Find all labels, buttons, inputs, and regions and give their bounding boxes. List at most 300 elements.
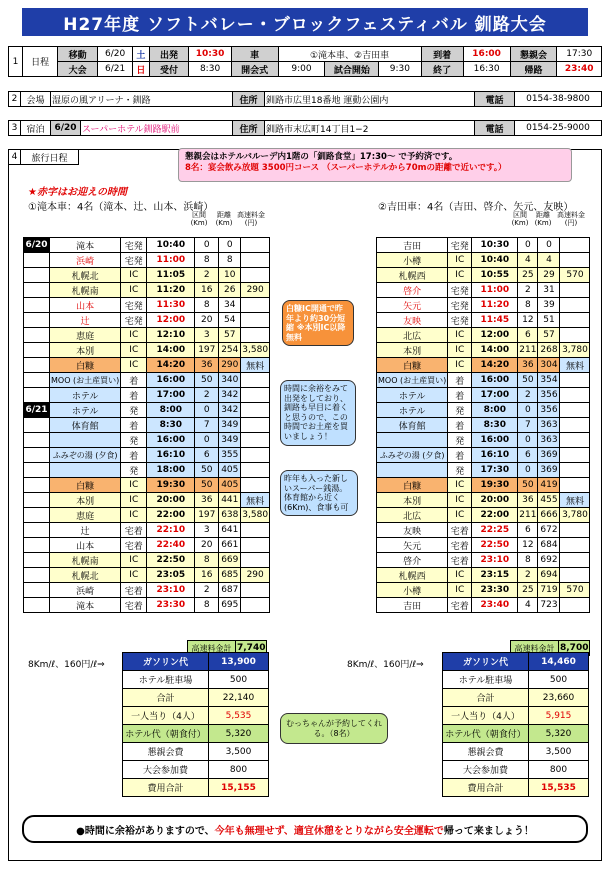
segment-km-cell: 16 (195, 283, 219, 298)
place-cell: 北広 (377, 328, 448, 343)
type-cell: 発 (121, 403, 147, 418)
place-cell: 札幌西 (377, 568, 448, 583)
date-cell (24, 373, 50, 388)
segment-km-cell: 12 (518, 313, 538, 328)
itinerary-row (24, 388, 270, 403)
place-cell: 札幌西 (377, 268, 448, 283)
place-cell: 矢元 (377, 298, 448, 313)
total-value: 15,155 (209, 779, 269, 797)
arrive-time: 16:00 (463, 47, 510, 62)
place-cell: 滝本 (50, 238, 121, 253)
date-cell (24, 448, 50, 463)
time-cell: 10:30 (472, 238, 518, 253)
segment-km-cell: 0 (195, 238, 219, 253)
type-cell: IC (448, 358, 472, 373)
type-cell: IC (121, 268, 147, 283)
section-label: 日程 (23, 47, 58, 77)
date-cell (24, 268, 50, 283)
place-cell: 山本 (50, 538, 121, 553)
per-person-value: 5,535 (209, 707, 269, 725)
place-cell: ホテル (50, 403, 121, 418)
kukan-header: 区間 (Km) (511, 211, 529, 227)
place-cell: 辻 (50, 523, 121, 538)
toll-cell: 3,780 (560, 343, 590, 358)
fuel-note-1: 8Km/ℓ、160円/ℓ⇒ (28, 660, 105, 670)
time-cell: 23:10 (472, 553, 518, 568)
total-km-cell: 290 (219, 358, 241, 373)
toll-cell (241, 313, 270, 328)
type-cell: 着 (121, 418, 147, 433)
segment-km-cell: 6 (195, 448, 219, 463)
type-cell: 宅着 (121, 598, 147, 613)
total-km-cell: 268 (538, 343, 560, 358)
toll-cell (560, 553, 590, 568)
party-fee-value: 3,500 (529, 743, 589, 761)
type-cell: IC (448, 583, 472, 598)
toll-cell (241, 433, 270, 448)
time-cell: 23:15 (472, 568, 518, 583)
time-cell: 8:00 (147, 403, 195, 418)
time-cell: 23:10 (147, 583, 195, 598)
parking-value: 500 (529, 671, 589, 689)
segment-km-cell: 2 (518, 388, 538, 403)
date-cell (24, 568, 50, 583)
place-cell (50, 433, 121, 448)
sum-value: 22,140 (209, 689, 269, 707)
toll-cell: 3,780 (560, 508, 590, 523)
segment-km-cell: 8 (195, 598, 219, 613)
label: 車 (231, 47, 278, 62)
place-cell: 北広 (377, 508, 448, 523)
type-cell: 宅着 (121, 523, 147, 538)
hotel-cost-label: ホテル代（朝食付） (123, 725, 209, 743)
itinerary-row (24, 253, 270, 268)
date-cell (24, 538, 50, 553)
time-cell: 22:00 (472, 508, 518, 523)
toll-cell (241, 598, 270, 613)
per-person-label: 一人当り（4人） (443, 707, 529, 725)
toll-cell (560, 298, 590, 313)
itinerary-row (377, 508, 590, 523)
time-cell: 14:00 (147, 343, 195, 358)
segment-km-cell: 197 (195, 343, 219, 358)
total-km-cell: 692 (538, 553, 560, 568)
total-km-cell: 342 (219, 403, 241, 418)
toll-cell (241, 538, 270, 553)
time-cell: 10:40 (147, 238, 195, 253)
segment-km-cell: 7 (195, 418, 219, 433)
segment-km-cell: 197 (195, 508, 219, 523)
weekday: 土 (133, 47, 149, 62)
date: 6/21 (98, 62, 133, 77)
toll-cell (560, 478, 590, 493)
segment-km-cell: 50 (518, 373, 538, 388)
time-cell: 19:30 (472, 478, 518, 493)
section-label: 宿泊 (21, 121, 51, 136)
type-cell: IC (121, 568, 147, 583)
party-fee-label: 懇親会費 (443, 743, 529, 761)
time-cell: 14:00 (472, 343, 518, 358)
label: 受付 (149, 62, 189, 77)
total-km-cell: 441 (219, 493, 241, 508)
itinerary-row (377, 283, 590, 298)
toll-cell: 無料 (241, 358, 270, 373)
toll-cell: 570 (560, 583, 590, 598)
toll-cell (241, 478, 270, 493)
total-km-cell: 4 (538, 253, 560, 268)
place-cell: MOO (お土産買い) (50, 373, 121, 388)
place-cell: 体育館 (377, 418, 448, 433)
time-cell: 23:30 (472, 583, 518, 598)
toll-cell (241, 388, 270, 403)
itinerary-row (377, 358, 590, 373)
place-cell: 札幌南 (50, 553, 121, 568)
total-km-cell: 405 (219, 478, 241, 493)
segment-km-cell: 25 (518, 268, 538, 283)
total-km-cell: 369 (538, 463, 560, 478)
depart-time: 10:30 (189, 47, 231, 62)
total-value: 15,535 (529, 779, 589, 797)
itinerary-row (24, 343, 270, 358)
place-cell: 恵庭 (50, 508, 121, 523)
place-cell: 札幌北 (50, 568, 121, 583)
type-cell: IC (448, 253, 472, 268)
section-hotel (8, 120, 602, 136)
venue-name: 湿原の風アリーナ・釧路 (51, 92, 233, 107)
segment-km-cell: 25 (518, 583, 538, 598)
total-km-cell: 342 (219, 388, 241, 403)
itinerary-row (377, 478, 590, 493)
place-cell: 体育館 (50, 418, 121, 433)
time-cell: 17:30 (472, 463, 518, 478)
per-person-value: 5,915 (529, 707, 589, 725)
label: 終了 (421, 62, 463, 77)
itinerary-row (24, 568, 270, 583)
type-cell: IC (121, 493, 147, 508)
total-km-cell: 723 (538, 598, 560, 613)
label: 出発 (149, 47, 189, 62)
itinerary-row (24, 553, 270, 568)
segment-km-cell: 2 (518, 568, 538, 583)
type-cell: IC (121, 478, 147, 493)
legend-note: ★赤字はお迎えの時間 (28, 187, 127, 198)
value: 16:30 (463, 62, 510, 77)
total-km-cell: 31 (538, 283, 560, 298)
segment-km-cell: 0 (518, 463, 538, 478)
place-cell: 白糠 (377, 478, 448, 493)
type-cell: IC (121, 508, 147, 523)
segment-km-cell: 0 (518, 403, 538, 418)
itinerary-row (377, 313, 590, 328)
place-cell: ホテル (377, 388, 448, 403)
label: 試合開始 (325, 62, 379, 77)
total-km-cell: 455 (538, 493, 560, 508)
itinerary-row (24, 268, 270, 283)
date-cell (24, 598, 50, 613)
place-cell: 吉田 (377, 598, 448, 613)
total-km-cell: 669 (219, 553, 241, 568)
segment-km-cell: 4 (518, 598, 538, 613)
toll-cell (241, 583, 270, 598)
segment-km-cell: 3 (195, 328, 219, 343)
place-cell: 山本 (50, 298, 121, 313)
time-cell: 16:00 (472, 433, 518, 448)
toll-cell (560, 388, 590, 403)
segment-km-cell: 36 (195, 493, 219, 508)
total-km-cell: 355 (219, 448, 241, 463)
toll-cell (560, 418, 590, 433)
dinner-note-line2: 8名：宴会飲み放題 3500円コース （スーパーホテルから70mの距離で近いです。） (185, 163, 507, 174)
itinerary-row (24, 328, 270, 343)
time-cell: 23:05 (147, 568, 195, 583)
time-cell: 10:55 (472, 268, 518, 283)
toll-cell (560, 238, 590, 253)
total-km-cell: 29 (538, 268, 560, 283)
hotel-cost-value: 5,320 (209, 725, 269, 743)
time-cell: 22:50 (147, 553, 195, 568)
total-km-cell: 369 (538, 448, 560, 463)
toll-header: 高速料金 (円) (557, 211, 585, 227)
time-cell: 8:30 (472, 418, 518, 433)
toll-cell: 無料 (241, 493, 270, 508)
segment-km-cell: 36 (195, 358, 219, 373)
total-km-cell: 57 (219, 328, 241, 343)
type-cell: 着 (121, 388, 147, 403)
itinerary-row (377, 448, 590, 463)
itinerary-row (377, 433, 590, 448)
itinerary-row (377, 388, 590, 403)
toll-cell (560, 448, 590, 463)
type-cell: IC (121, 553, 147, 568)
itinerary-row (377, 553, 590, 568)
time-cell: 11:05 (147, 268, 195, 283)
total-km-cell: 304 (538, 358, 560, 373)
toll-cell (560, 313, 590, 328)
car2-itinerary-table (376, 237, 590, 613)
page-title: H27年度 ソフトバレー・ブロックフェスティバル 釧路大会 (22, 8, 588, 36)
segment-km-cell: 0 (195, 433, 219, 448)
time-cell: 16:00 (147, 373, 195, 388)
itinerary-table (376, 237, 590, 613)
toll-cell: 290 (241, 568, 270, 583)
callout-souvenir: 時間に余裕をみて出発をしており、釧路も早目に着くと思うので、この時間でお土産を買いましょう！ (280, 380, 356, 446)
type-cell: 宅着 (121, 538, 147, 553)
itinerary-row (377, 403, 590, 418)
total-km-cell: 349 (219, 433, 241, 448)
toll-cell (241, 253, 270, 268)
total-km-cell: 0 (538, 238, 560, 253)
total-km-cell: 719 (538, 583, 560, 598)
time-cell: 12:00 (147, 313, 195, 328)
time-cell: 19:30 (147, 478, 195, 493)
time-cell: 11:20 (472, 298, 518, 313)
place-cell: ふみぞの湯 (夕食) (377, 448, 448, 463)
toll-cell: 無料 (560, 358, 590, 373)
hotel-cost-value: 5,320 (529, 725, 589, 743)
segment-km-cell: 50 (195, 478, 219, 493)
itinerary-row (24, 493, 270, 508)
value: 9:00 (278, 62, 325, 77)
parking-value: 500 (209, 671, 269, 689)
footer-part2: 今年も無理せず、適宜休憩をとりながら安全運転で (214, 825, 444, 837)
section-label: 会場 (21, 92, 51, 107)
kyori-header: 距離 (Km) (215, 211, 233, 227)
type-cell: IC (121, 358, 147, 373)
entry-fee-value: 800 (209, 761, 269, 779)
time-cell: 14:20 (147, 358, 195, 373)
total-km-cell: 354 (538, 373, 560, 388)
gas-value: 13,900 (209, 653, 269, 671)
type-cell: IC (448, 328, 472, 343)
section-number: 4 (9, 150, 21, 165)
total-km-cell: 666 (538, 508, 560, 523)
type-cell: 宅発 (121, 313, 147, 328)
itinerary-row (24, 538, 270, 553)
type-cell: 宅発 (448, 313, 472, 328)
total-km-cell: 641 (219, 523, 241, 538)
place-cell: 本別 (50, 493, 121, 508)
label: 懇親会 (510, 47, 557, 62)
segment-km-cell: 6 (518, 448, 538, 463)
total-km-cell: 356 (538, 388, 560, 403)
place-cell: 本別 (377, 343, 448, 358)
toll-cell (241, 448, 270, 463)
total-km-cell: 638 (219, 508, 241, 523)
toll-cell: 570 (560, 268, 590, 283)
date-cell (24, 298, 50, 313)
place-cell: ふみぞの湯 (夕食) (50, 448, 121, 463)
toll-cell (560, 283, 590, 298)
sum-value: 23,660 (529, 689, 589, 707)
itinerary-row (377, 523, 590, 538)
date-cell (24, 508, 50, 523)
time-cell: 16:10 (147, 448, 195, 463)
time-cell: 16:10 (472, 448, 518, 463)
toll-cell (560, 433, 590, 448)
total-km-cell: 340 (219, 373, 241, 388)
segment-km-cell: 50 (195, 373, 219, 388)
time-cell: 10:40 (472, 253, 518, 268)
place-cell: 白糠 (50, 358, 121, 373)
parking-label: ホテル駐車場 (123, 671, 209, 689)
total-km-cell: 672 (538, 523, 560, 538)
type-cell: 宅発 (448, 238, 472, 253)
toll-cell (241, 553, 270, 568)
car1-cost-table (122, 652, 269, 797)
time-cell: 14:20 (472, 358, 518, 373)
date-cell (24, 283, 50, 298)
gas-label: ガソリン代 (443, 653, 529, 671)
time-cell: 20:00 (147, 493, 195, 508)
type-cell: IC (448, 268, 472, 283)
segment-km-cell: 8 (195, 253, 219, 268)
total-km-cell: 684 (538, 538, 560, 553)
segment-km-cell: 211 (518, 508, 538, 523)
segment-km-cell: 8 (195, 553, 219, 568)
fuel-note-2: 8Km/ℓ、160円/ℓ⇒ (347, 660, 424, 670)
toll-cell: 3,580 (241, 343, 270, 358)
toll-cell: 無料 (560, 493, 590, 508)
dinner-note-line1: 懇親会はホテルバルーデ内1階の「釧路食堂」17:30～ で予約済です。 (185, 152, 458, 162)
per-person-label: 一人当り（4人） (123, 707, 209, 725)
car1-title: ①滝本車：4名（滝本、辻、山本、浜崎） (28, 202, 214, 213)
itinerary-row (24, 418, 270, 433)
toll-cell (241, 523, 270, 538)
safety-footer (22, 815, 588, 843)
place-cell: MOO (お土産買い) (377, 373, 448, 388)
label: 住所 (233, 92, 265, 107)
itinerary-row (377, 418, 590, 433)
segment-km-cell: 2 (195, 268, 219, 283)
segment-km-cell: 3 (195, 523, 219, 538)
segment-km-cell: 16 (195, 568, 219, 583)
place-cell: 啓介 (377, 283, 448, 298)
total-km-cell: 34 (219, 298, 241, 313)
time-cell: 23:30 (147, 598, 195, 613)
type-cell: 宅着 (448, 523, 472, 538)
segment-km-cell: 50 (518, 478, 538, 493)
toll-cell: 3,580 (241, 508, 270, 523)
car1-col-headers (187, 212, 265, 227)
place-cell: 小樽 (377, 253, 448, 268)
segment-km-cell: 8 (518, 553, 538, 568)
place-cell (50, 463, 121, 478)
place-cell: 札幌南 (50, 283, 121, 298)
type-cell: 発 (121, 433, 147, 448)
itinerary-row (377, 298, 590, 313)
type-cell: 発 (448, 403, 472, 418)
car1-itinerary-table (23, 237, 270, 613)
place-cell: 本別 (377, 493, 448, 508)
party-fee-value: 3,500 (209, 743, 269, 761)
time-cell: 22:40 (147, 538, 195, 553)
section-schedule (8, 46, 602, 84)
date-cell (24, 313, 50, 328)
total-km-cell: 685 (219, 568, 241, 583)
segment-km-cell: 36 (518, 358, 538, 373)
segment-km-cell: 8 (195, 298, 219, 313)
type-cell: IC (121, 343, 147, 358)
toll-cell (560, 598, 590, 613)
place-cell: 滝本 (50, 598, 121, 613)
date-cell (24, 523, 50, 538)
date-cell (24, 553, 50, 568)
type-cell: 宅着 (448, 538, 472, 553)
time-cell: 22:10 (147, 523, 195, 538)
sum-label: 合計 (443, 689, 529, 707)
entry-fee-label: 大会参加費 (443, 761, 529, 779)
segment-km-cell: 8 (518, 298, 538, 313)
total-km-cell: 26 (219, 283, 241, 298)
toll-cell (560, 523, 590, 538)
type-cell: 着 (448, 418, 472, 433)
type-cell: IC (448, 478, 472, 493)
date-cell (24, 493, 50, 508)
toll-cell (241, 298, 270, 313)
toll-cell (560, 253, 590, 268)
callout-orange: 白糠IC開通で昨年より約30分短縮 ※本別IC以降無料 (282, 300, 354, 346)
type-cell: IC (448, 568, 472, 583)
total-km-cell: 363 (538, 433, 560, 448)
total-km-cell: 54 (219, 313, 241, 328)
type-cell: 着 (448, 388, 472, 403)
place-cell: 吉田 (377, 238, 448, 253)
type-cell: 発 (121, 463, 147, 478)
date-cell (24, 343, 50, 358)
date-cell (24, 418, 50, 433)
total-km-cell: 687 (219, 583, 241, 598)
itinerary-row (24, 358, 270, 373)
